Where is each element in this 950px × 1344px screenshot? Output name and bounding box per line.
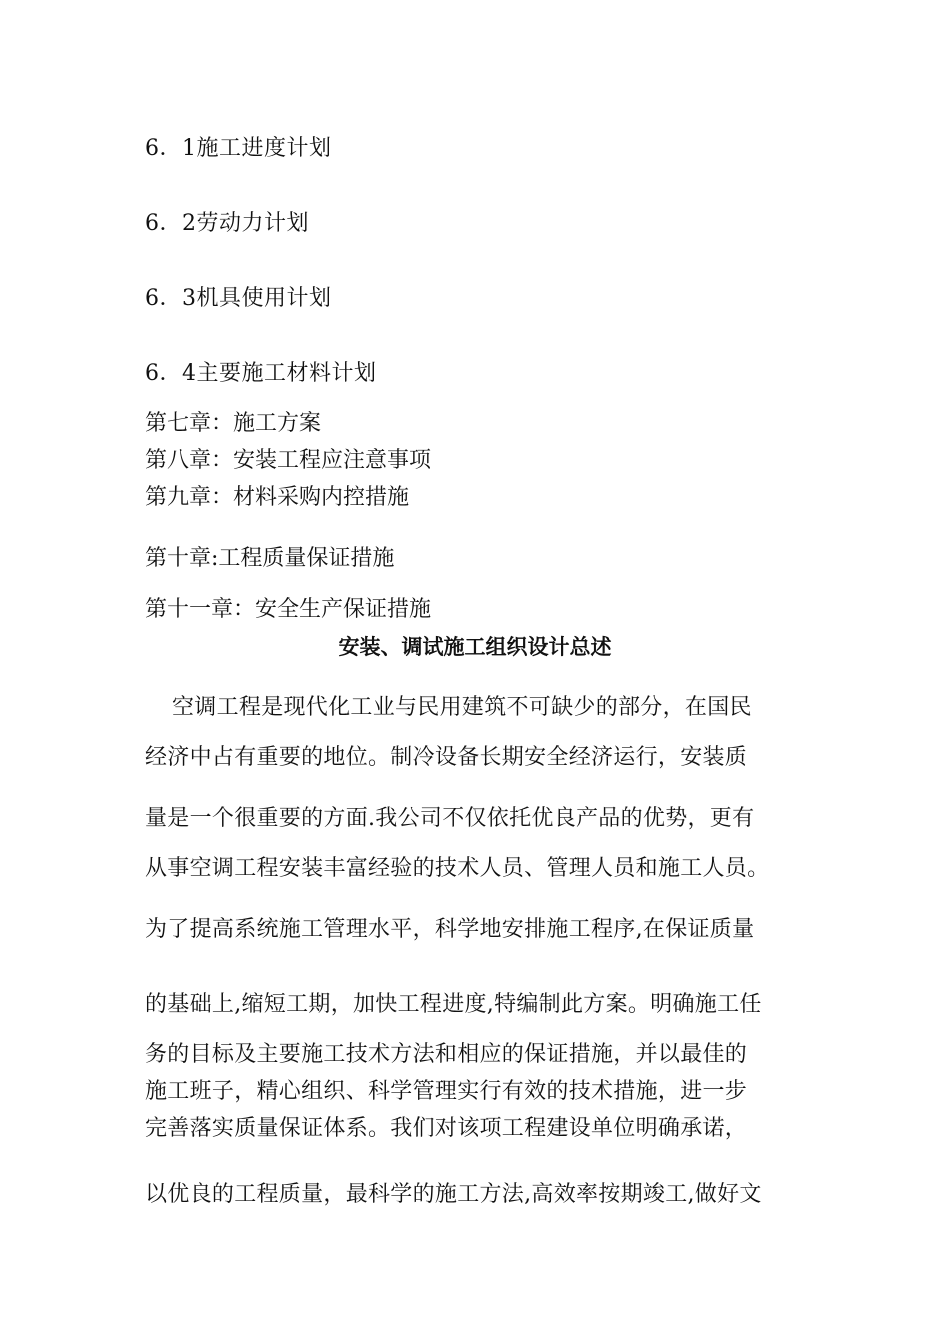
paragraph-line: 的基础上,缩短工期，加快工程进度,特编制此方案。明确施工任 [145,992,762,1017]
paragraph-line: 务的目标及主要施工技术方法和相应的保证措施，并以最佳的 [145,1042,748,1067]
paragraph-line: 为了提高系统施工管理水平，科学地安排施工程序,在保证质量 [145,917,755,942]
toc-chapter-7: 第七章：施工方案 [145,411,322,436]
paragraph-line: 经济中占有重要的地位。制冷设备长期安全经济运行，安装质 [145,745,748,770]
toc-item-6-3: 6．3机具使用计划 [145,286,332,311]
toc-chapter-9: 第九章：材料采购内控措施 [145,485,410,510]
paragraph-line: 从事空调工程安装丰富经验的技术人员、管理人员和施工人员。 [145,856,770,881]
paragraph-line: 空调工程是现代化工业与民用建筑不可缺少的部分，在国民 [172,695,752,720]
paragraph-line: 完善落实质量保证体系。我们对该项工程建设单位明确承诺， [145,1116,748,1141]
paragraph-line: 施工班子，精心组织、科学管理实行有效的技术措施，进一步 [145,1079,748,1104]
toc-item-6-4: 6．4主要施工材料计划 [145,361,377,386]
toc-chapter-8: 第八章：安装工程应注意事项 [145,448,432,473]
toc-chapter-11: 第十一章：安全生产保证措施 [145,597,432,622]
toc-item-6-2: 6．2劳动力计划 [145,211,309,236]
toc-item-6-1: 6．1施工进度计划 [145,136,332,161]
section-title: 安装、调试施工组织设计总述 [338,634,612,659]
toc-chapter-10: 第十章:工程质量保证措施 [145,546,395,571]
paragraph-line: 量是一个很重要的方面.我公司不仅依托优良产品的优势，更有 [145,806,755,831]
paragraph-line: 以优良的工程质量，最科学的施工方法,高效率按期竣工,做好文 [145,1182,762,1207]
